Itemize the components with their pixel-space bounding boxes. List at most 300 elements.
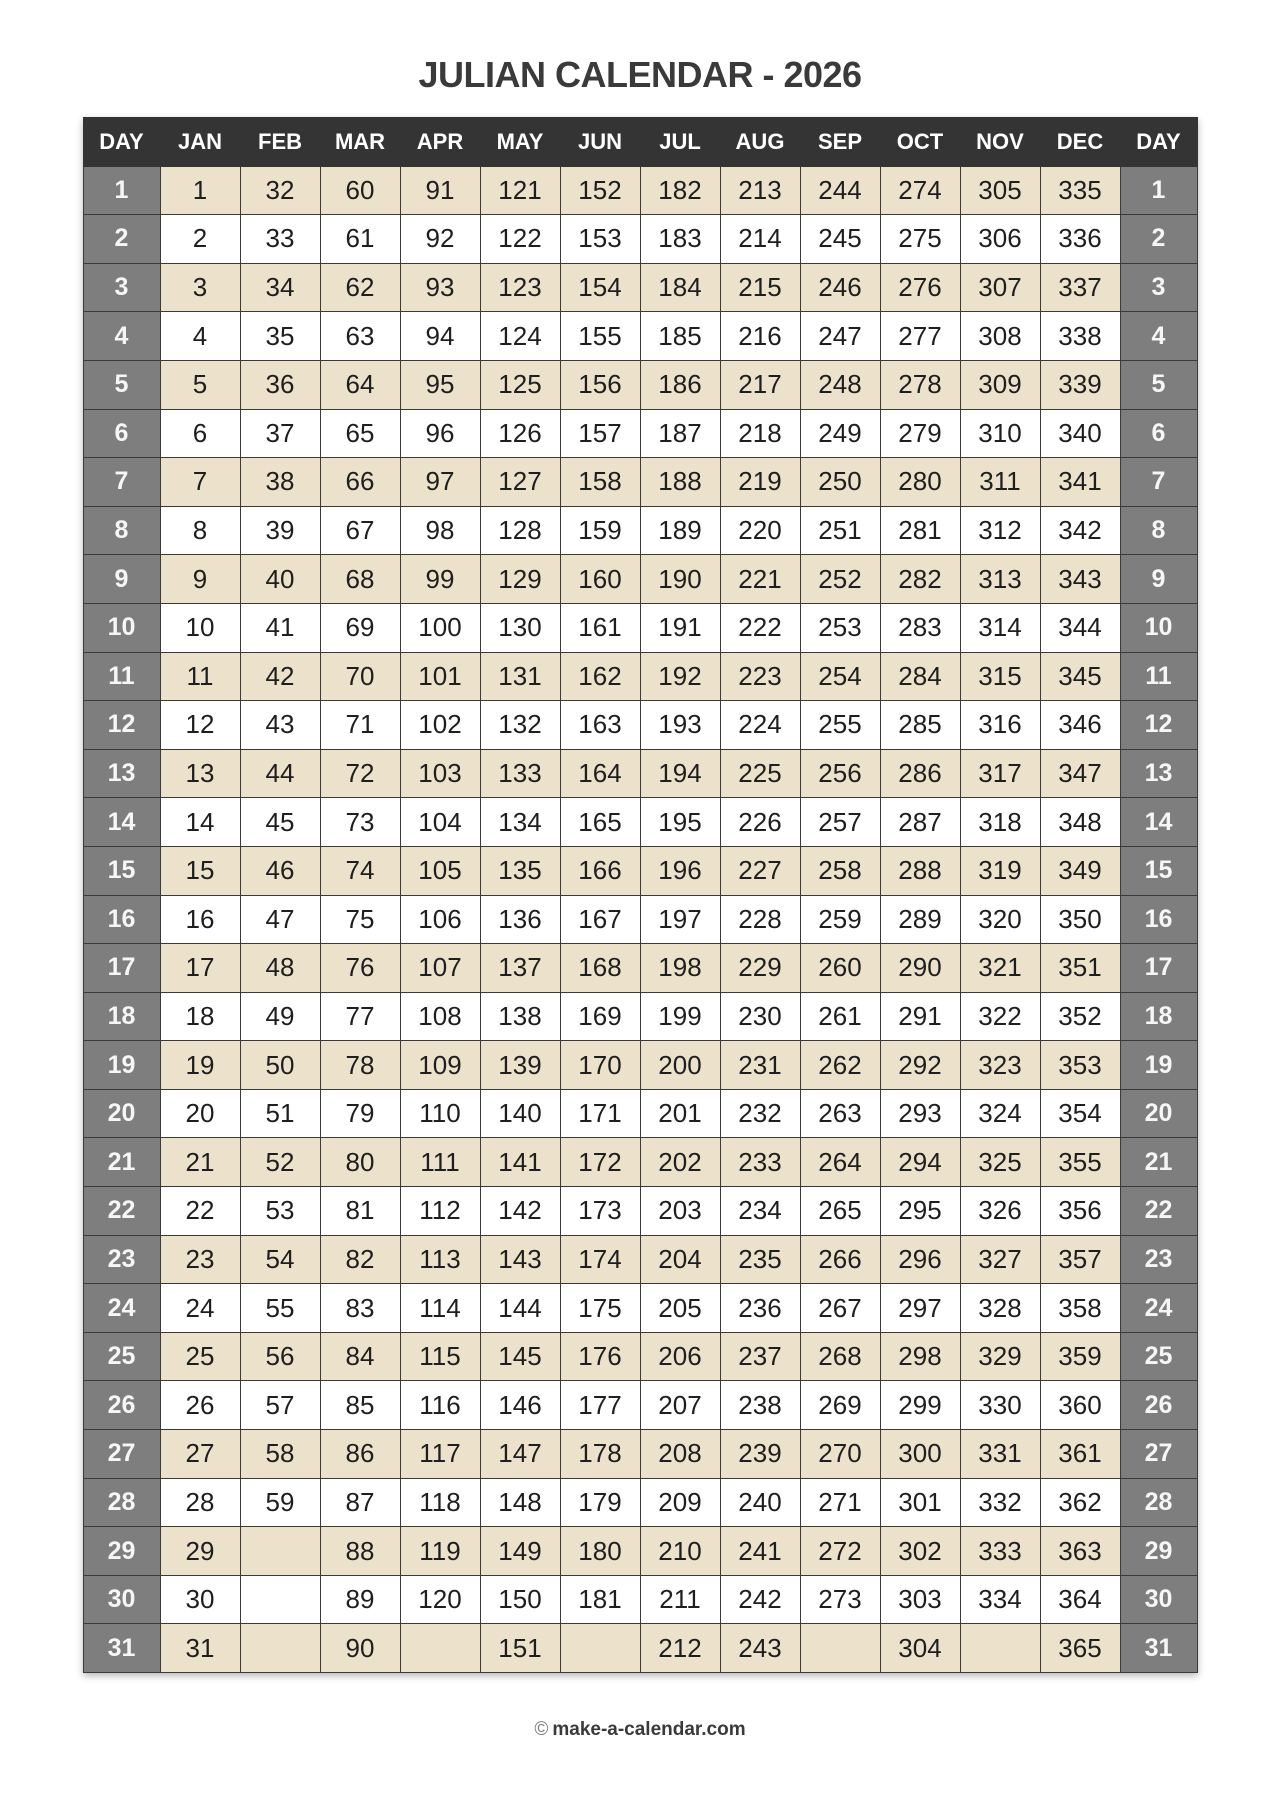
julian-day-cell-jun-30: 181 [560, 1575, 640, 1624]
julian-day-cell-dec-18: 352 [1040, 992, 1120, 1041]
julian-day-cell-jun-28: 179 [560, 1478, 640, 1527]
julian-day-cell-nov-2: 306 [960, 215, 1040, 264]
julian-day-cell-aug-10: 222 [720, 603, 800, 652]
julian-day-cell-dec-20: 354 [1040, 1089, 1120, 1138]
julian-day-cell-aug-20: 232 [720, 1089, 800, 1138]
julian-day-cell-mar-8: 67 [320, 506, 400, 555]
julian-day-cell-nov-3: 307 [960, 263, 1040, 312]
julian-day-cell-jan-18: 18 [160, 992, 240, 1041]
day-number-cell-left: 25 [83, 1332, 160, 1381]
julian-day-cell-jun-13: 164 [560, 749, 640, 798]
julian-day-cell-may-2: 122 [480, 215, 560, 264]
julian-day-cell-may-31: 151 [480, 1624, 560, 1673]
julian-day-cell-aug-13: 225 [720, 749, 800, 798]
julian-day-cell-may-9: 129 [480, 555, 560, 604]
julian-day-cell-jan-5: 5 [160, 360, 240, 409]
julian-day-cell-sep-7: 250 [800, 458, 880, 507]
julian-day-cell-feb-26: 57 [240, 1381, 320, 1430]
julian-day-cell-jun-19: 170 [560, 1041, 640, 1090]
julian-day-cell-jul-8: 189 [640, 506, 720, 555]
julian-day-cell-aug-16: 228 [720, 895, 800, 944]
julian-day-cell-jul-22: 203 [640, 1187, 720, 1236]
julian-day-cell-apr-24: 114 [400, 1284, 480, 1333]
julian-day-cell-jan-17: 17 [160, 944, 240, 993]
julian-day-cell-aug-4: 216 [720, 312, 800, 361]
table-row-day-4 [83, 312, 1197, 361]
day-number-cell-right: 3 [1120, 263, 1197, 312]
julian-day-cell-oct-30: 303 [880, 1575, 960, 1624]
day-number-cell-left: 8 [83, 506, 160, 555]
julian-day-cell-jan-30: 30 [160, 1575, 240, 1624]
julian-day-cell-jul-9: 190 [640, 555, 720, 604]
julian-day-cell-feb-31 [240, 1624, 320, 1673]
julian-day-cell-mar-17: 76 [320, 944, 400, 993]
julian-day-cell-mar-14: 73 [320, 798, 400, 847]
julian-day-cell-apr-28: 118 [400, 1478, 480, 1527]
julian-day-cell-oct-7: 280 [880, 458, 960, 507]
julian-day-cell-dec-2: 336 [1040, 215, 1120, 264]
julian-day-cell-apr-29: 119 [400, 1527, 480, 1576]
day-number-cell-left: 22 [83, 1187, 160, 1236]
julian-day-cell-jun-2: 153 [560, 215, 640, 264]
julian-day-cell-mar-24: 83 [320, 1284, 400, 1333]
table-row-day-21 [83, 1138, 1197, 1187]
table-row-day-14 [83, 798, 1197, 847]
day-number-cell-right: 6 [1120, 409, 1197, 458]
julian-day-cell-may-20: 140 [480, 1089, 560, 1138]
julian-day-cell-may-11: 131 [480, 652, 560, 701]
julian-day-cell-aug-31: 243 [720, 1624, 800, 1673]
julian-day-cell-jun-6: 157 [560, 409, 640, 458]
julian-day-cell-jul-11: 192 [640, 652, 720, 701]
julian-day-cell-apr-17: 107 [400, 944, 480, 993]
julian-day-cell-jan-8: 8 [160, 506, 240, 555]
julian-day-cell-oct-6: 279 [880, 409, 960, 458]
julian-day-cell-oct-26: 299 [880, 1381, 960, 1430]
julian-day-cell-sep-1: 244 [800, 166, 880, 215]
julian-day-cell-jun-1: 152 [560, 166, 640, 215]
julian-day-cell-jan-22: 22 [160, 1187, 240, 1236]
julian-day-cell-nov-6: 310 [960, 409, 1040, 458]
julian-day-cell-nov-27: 331 [960, 1430, 1040, 1479]
day-number-cell-right: 20 [1120, 1089, 1197, 1138]
julian-day-cell-nov-8: 312 [960, 506, 1040, 555]
julian-day-cell-jan-21: 21 [160, 1138, 240, 1187]
julian-day-cell-feb-19: 50 [240, 1041, 320, 1090]
julian-day-cell-may-24: 144 [480, 1284, 560, 1333]
julian-day-cell-nov-30: 334 [960, 1575, 1040, 1624]
julian-day-cell-oct-27: 300 [880, 1430, 960, 1479]
julian-day-cell-apr-12: 102 [400, 701, 480, 750]
julian-day-cell-may-1: 121 [480, 166, 560, 215]
julian-day-cell-jun-15: 166 [560, 846, 640, 895]
julian-day-cell-jul-23: 204 [640, 1235, 720, 1284]
julian-day-cell-aug-15: 227 [720, 846, 800, 895]
julian-day-cell-apr-6: 96 [400, 409, 480, 458]
julian-day-cell-nov-17: 321 [960, 944, 1040, 993]
julian-day-cell-apr-4: 94 [400, 312, 480, 361]
julian-day-cell-dec-6: 340 [1040, 409, 1120, 458]
julian-day-cell-may-5: 125 [480, 360, 560, 409]
day-number-cell-left: 29 [83, 1527, 160, 1576]
month-header-cell-feb: FEB [240, 118, 320, 167]
julian-day-cell-apr-18: 108 [400, 992, 480, 1041]
julian-day-cell-apr-19: 109 [400, 1041, 480, 1090]
julian-day-cell-may-28: 148 [480, 1478, 560, 1527]
julian-day-cell-aug-2: 214 [720, 215, 800, 264]
julian-day-cell-jul-12: 193 [640, 701, 720, 750]
month-header-cell-aug: AUG [720, 118, 800, 167]
julian-day-cell-sep-19: 262 [800, 1041, 880, 1090]
julian-day-cell-nov-9: 313 [960, 555, 1040, 604]
julian-day-cell-sep-29: 272 [800, 1527, 880, 1576]
julian-day-cell-feb-3: 34 [240, 263, 320, 312]
julian-day-cell-may-8: 128 [480, 506, 560, 555]
julian-day-cell-jul-25: 206 [640, 1332, 720, 1381]
julian-day-cell-may-14: 134 [480, 798, 560, 847]
day-number-cell-right: 15 [1120, 846, 1197, 895]
julian-day-cell-aug-14: 226 [720, 798, 800, 847]
julian-day-cell-mar-15: 74 [320, 846, 400, 895]
table-row-day-17 [83, 944, 1197, 993]
julian-day-cell-sep-23: 266 [800, 1235, 880, 1284]
julian-day-cell-aug-26: 238 [720, 1381, 800, 1430]
julian-day-cell-sep-10: 253 [800, 603, 880, 652]
julian-day-cell-oct-4: 277 [880, 312, 960, 361]
julian-day-cell-apr-15: 105 [400, 846, 480, 895]
julian-day-cell-mar-1: 60 [320, 166, 400, 215]
julian-day-cell-jan-9: 9 [160, 555, 240, 604]
julian-day-cell-apr-31 [400, 1624, 480, 1673]
day-number-cell-right: 28 [1120, 1478, 1197, 1527]
julian-day-cell-feb-11: 42 [240, 652, 320, 701]
day-number-cell-left: 20 [83, 1089, 160, 1138]
julian-day-cell-dec-22: 356 [1040, 1187, 1120, 1236]
julian-day-cell-may-12: 132 [480, 701, 560, 750]
julian-day-cell-jul-17: 198 [640, 944, 720, 993]
julian-day-cell-jul-28: 209 [640, 1478, 720, 1527]
julian-day-cell-nov-23: 327 [960, 1235, 1040, 1284]
day-number-cell-left: 24 [83, 1284, 160, 1333]
julian-day-cell-jun-25: 176 [560, 1332, 640, 1381]
julian-day-cell-aug-23: 235 [720, 1235, 800, 1284]
julian-day-cell-nov-4: 308 [960, 312, 1040, 361]
julian-day-cell-feb-7: 38 [240, 458, 320, 507]
table-row-day-18 [83, 992, 1197, 1041]
julian-day-cell-may-29: 149 [480, 1527, 560, 1576]
julian-day-cell-mar-12: 71 [320, 701, 400, 750]
day-header-cell-left: DAY [83, 118, 160, 167]
table-row-day-24 [83, 1284, 1197, 1333]
julian-day-cell-may-6: 126 [480, 409, 560, 458]
day-number-cell-left: 14 [83, 798, 160, 847]
julian-day-cell-oct-29: 302 [880, 1527, 960, 1576]
julian-day-cell-dec-30: 364 [1040, 1575, 1120, 1624]
julian-day-cell-sep-21: 264 [800, 1138, 880, 1187]
julian-day-cell-jul-27: 208 [640, 1430, 720, 1479]
julian-day-cell-dec-16: 350 [1040, 895, 1120, 944]
julian-day-cell-aug-22: 234 [720, 1187, 800, 1236]
julian-day-cell-may-7: 127 [480, 458, 560, 507]
day-number-cell-left: 5 [83, 360, 160, 409]
table-row-day-16 [83, 895, 1197, 944]
julian-day-cell-jul-16: 197 [640, 895, 720, 944]
day-number-cell-right: 7 [1120, 458, 1197, 507]
julian-day-cell-sep-5: 248 [800, 360, 880, 409]
julian-day-cell-oct-10: 283 [880, 603, 960, 652]
julian-day-cell-nov-25: 329 [960, 1332, 1040, 1381]
julian-day-cell-jun-17: 168 [560, 944, 640, 993]
day-number-cell-right: 13 [1120, 749, 1197, 798]
julian-day-cell-mar-20: 79 [320, 1089, 400, 1138]
julian-day-cell-jun-23: 174 [560, 1235, 640, 1284]
day-number-cell-left: 17 [83, 944, 160, 993]
julian-day-cell-may-19: 139 [480, 1041, 560, 1090]
day-number-cell-right: 1 [1120, 166, 1197, 215]
julian-day-cell-oct-25: 298 [880, 1332, 960, 1381]
table-row-day-19 [83, 1041, 1197, 1090]
table-row-day-9 [83, 555, 1197, 604]
julian-day-cell-nov-1: 305 [960, 166, 1040, 215]
julian-day-cell-aug-18: 230 [720, 992, 800, 1041]
julian-day-cell-dec-12: 346 [1040, 701, 1120, 750]
julian-day-cell-dec-7: 341 [1040, 458, 1120, 507]
julian-day-cell-aug-11: 223 [720, 652, 800, 701]
julian-day-cell-jan-1: 1 [160, 166, 240, 215]
day-number-cell-left: 11 [83, 652, 160, 701]
julian-day-cell-dec-4: 338 [1040, 312, 1120, 361]
julian-day-cell-aug-8: 220 [720, 506, 800, 555]
julian-day-cell-jul-20: 201 [640, 1089, 720, 1138]
julian-day-cell-sep-16: 259 [800, 895, 880, 944]
julian-day-cell-apr-2: 92 [400, 215, 480, 264]
day-number-cell-right: 21 [1120, 1138, 1197, 1187]
julian-day-cell-sep-9: 252 [800, 555, 880, 604]
table-row-day-25 [83, 1332, 1197, 1381]
julian-day-cell-feb-28: 59 [240, 1478, 320, 1527]
julian-day-cell-mar-21: 80 [320, 1138, 400, 1187]
julian-day-cell-jun-3: 154 [560, 263, 640, 312]
month-header-cell-nov: NOV [960, 118, 1040, 167]
julian-day-cell-sep-13: 256 [800, 749, 880, 798]
julian-day-cell-mar-31: 90 [320, 1624, 400, 1673]
julian-day-cell-jun-21: 172 [560, 1138, 640, 1187]
table-row-day-3 [83, 263, 1197, 312]
julian-day-cell-jul-13: 194 [640, 749, 720, 798]
julian-day-cell-mar-10: 69 [320, 603, 400, 652]
table-row-day-8 [83, 506, 1197, 555]
julian-day-cell-may-30: 150 [480, 1575, 560, 1624]
table-row-day-30 [83, 1575, 1197, 1624]
julian-day-cell-apr-13: 103 [400, 749, 480, 798]
julian-day-cell-jul-24: 205 [640, 1284, 720, 1333]
julian-day-cell-aug-29: 241 [720, 1527, 800, 1576]
day-number-cell-right: 10 [1120, 603, 1197, 652]
julian-day-cell-oct-1: 274 [880, 166, 960, 215]
julian-day-cell-jul-3: 184 [640, 263, 720, 312]
julian-day-cell-jan-23: 23 [160, 1235, 240, 1284]
julian-day-cell-mar-13: 72 [320, 749, 400, 798]
julian-day-cell-jul-15: 196 [640, 846, 720, 895]
julian-day-cell-apr-20: 110 [400, 1089, 480, 1138]
julian-day-cell-mar-6: 65 [320, 409, 400, 458]
month-header-cell-jul: JUL [640, 118, 720, 167]
julian-day-cell-apr-9: 99 [400, 555, 480, 604]
julian-day-cell-feb-22: 53 [240, 1187, 320, 1236]
julian-day-cell-apr-11: 101 [400, 652, 480, 701]
table-row-day-23 [83, 1235, 1197, 1284]
julian-day-cell-oct-3: 276 [880, 263, 960, 312]
table-row-day-20 [83, 1089, 1197, 1138]
julian-day-cell-jan-28: 28 [160, 1478, 240, 1527]
julian-day-cell-mar-22: 81 [320, 1187, 400, 1236]
copyright-icon: © [534, 1719, 549, 1740]
day-number-cell-right: 5 [1120, 360, 1197, 409]
day-number-cell-left: 15 [83, 846, 160, 895]
julian-day-cell-oct-15: 288 [880, 846, 960, 895]
julian-day-cell-feb-20: 51 [240, 1089, 320, 1138]
julian-day-cell-may-16: 136 [480, 895, 560, 944]
julian-day-cell-jan-12: 12 [160, 701, 240, 750]
julian-day-cell-sep-27: 270 [800, 1430, 880, 1479]
julian-day-cell-jan-16: 16 [160, 895, 240, 944]
julian-day-cell-may-21: 141 [480, 1138, 560, 1187]
julian-day-cell-jun-11: 162 [560, 652, 640, 701]
julian-day-cell-sep-31 [800, 1624, 880, 1673]
julian-day-cell-jun-7: 158 [560, 458, 640, 507]
day-number-cell-right: 12 [1120, 701, 1197, 750]
julian-day-cell-jan-6: 6 [160, 409, 240, 458]
day-number-cell-left: 21 [83, 1138, 160, 1187]
julian-day-cell-mar-26: 85 [320, 1381, 400, 1430]
month-header-cell-jun: JUN [560, 118, 640, 167]
julian-day-cell-apr-27: 117 [400, 1430, 480, 1479]
page-title: JULIAN CALENDAR - 2026 [418, 54, 862, 95]
julian-day-cell-oct-19: 292 [880, 1041, 960, 1090]
julian-day-cell-feb-4: 35 [240, 312, 320, 361]
table-row-day-5 [83, 360, 1197, 409]
julian-day-cell-dec-25: 359 [1040, 1332, 1120, 1381]
julian-day-cell-jun-8: 159 [560, 506, 640, 555]
julian-day-cell-apr-21: 111 [400, 1138, 480, 1187]
julian-day-cell-oct-22: 295 [880, 1187, 960, 1236]
julian-day-cell-nov-12: 316 [960, 701, 1040, 750]
julian-day-cell-apr-5: 95 [400, 360, 480, 409]
julian-day-cell-mar-7: 66 [320, 458, 400, 507]
julian-day-cell-oct-28: 301 [880, 1478, 960, 1527]
julian-day-cell-feb-2: 33 [240, 215, 320, 264]
table-row-day-11 [83, 652, 1197, 701]
julian-day-cell-aug-3: 215 [720, 263, 800, 312]
julian-day-cell-jul-30: 211 [640, 1575, 720, 1624]
julian-day-cell-feb-15: 46 [240, 846, 320, 895]
day-number-cell-right: 29 [1120, 1527, 1197, 1576]
julian-day-cell-may-18: 138 [480, 992, 560, 1041]
julian-day-cell-jul-10: 191 [640, 603, 720, 652]
table-row-day-26 [83, 1381, 1197, 1430]
julian-day-cell-oct-24: 297 [880, 1284, 960, 1333]
table-row-day-15 [83, 846, 1197, 895]
julian-day-cell-oct-12: 285 [880, 701, 960, 750]
julian-day-cell-sep-2: 245 [800, 215, 880, 264]
julian-day-cell-jul-1: 182 [640, 166, 720, 215]
julian-day-cell-mar-16: 75 [320, 895, 400, 944]
julian-day-cell-jan-31: 31 [160, 1624, 240, 1673]
julian-day-cell-sep-12: 255 [800, 701, 880, 750]
julian-day-cell-jan-25: 25 [160, 1332, 240, 1381]
julian-day-cell-mar-23: 82 [320, 1235, 400, 1284]
julian-day-cell-aug-6: 218 [720, 409, 800, 458]
julian-day-cell-jun-4: 155 [560, 312, 640, 361]
julian-day-cell-apr-3: 93 [400, 263, 480, 312]
julian-day-cell-feb-5: 36 [240, 360, 320, 409]
julian-day-cell-jan-3: 3 [160, 263, 240, 312]
julian-day-cell-dec-13: 347 [1040, 749, 1120, 798]
julian-day-cell-aug-24: 236 [720, 1284, 800, 1333]
day-number-cell-right: 8 [1120, 506, 1197, 555]
julian-day-cell-jan-24: 24 [160, 1284, 240, 1333]
julian-day-cell-feb-16: 47 [240, 895, 320, 944]
julian-day-cell-dec-8: 342 [1040, 506, 1120, 555]
footer-site-text: make-a-calendar.com [552, 1719, 746, 1740]
julian-day-cell-sep-20: 263 [800, 1089, 880, 1138]
julian-day-cell-may-10: 130 [480, 603, 560, 652]
julian-day-cell-jun-22: 173 [560, 1187, 640, 1236]
julian-day-cell-may-26: 146 [480, 1381, 560, 1430]
julian-day-cell-sep-22: 265 [800, 1187, 880, 1236]
julian-day-cell-may-13: 133 [480, 749, 560, 798]
julian-day-cell-jul-5: 186 [640, 360, 720, 409]
julian-day-cell-aug-9: 221 [720, 555, 800, 604]
day-number-cell-left: 6 [83, 409, 160, 458]
julian-day-cell-may-25: 145 [480, 1332, 560, 1381]
julian-day-cell-jun-16: 167 [560, 895, 640, 944]
julian-day-cell-nov-11: 315 [960, 652, 1040, 701]
julian-day-cell-sep-6: 249 [800, 409, 880, 458]
julian-day-cell-mar-27: 86 [320, 1430, 400, 1479]
julian-day-cell-apr-10: 100 [400, 603, 480, 652]
julian-day-cell-aug-30: 242 [720, 1575, 800, 1624]
day-number-cell-left: 9 [83, 555, 160, 604]
julian-day-cell-feb-9: 40 [240, 555, 320, 604]
julian-day-cell-mar-25: 84 [320, 1332, 400, 1381]
month-header-cell-dec: DEC [1040, 118, 1120, 167]
day-number-cell-left: 28 [83, 1478, 160, 1527]
julian-day-cell-mar-18: 77 [320, 992, 400, 1041]
julian-day-cell-aug-19: 231 [720, 1041, 800, 1090]
julian-day-cell-may-22: 142 [480, 1187, 560, 1236]
table-row-day-22 [83, 1187, 1197, 1236]
julian-day-cell-jan-26: 26 [160, 1381, 240, 1430]
julian-day-cell-jul-26: 207 [640, 1381, 720, 1430]
julian-day-cell-nov-21: 325 [960, 1138, 1040, 1187]
table-row-day-12 [83, 701, 1197, 750]
julian-day-cell-jul-18: 199 [640, 992, 720, 1041]
julian-day-cell-apr-23: 113 [400, 1235, 480, 1284]
julian-day-cell-feb-24: 55 [240, 1284, 320, 1333]
julian-day-cell-mar-11: 70 [320, 652, 400, 701]
julian-day-cell-jan-7: 7 [160, 458, 240, 507]
julian-day-cell-sep-14: 257 [800, 798, 880, 847]
julian-day-cell-apr-30: 120 [400, 1575, 480, 1624]
julian-day-cell-aug-5: 217 [720, 360, 800, 409]
julian-day-cell-nov-16: 320 [960, 895, 1040, 944]
day-number-cell-left: 31 [83, 1624, 160, 1673]
julian-day-cell-jun-14: 165 [560, 798, 640, 847]
julian-day-cell-dec-1: 335 [1040, 166, 1120, 215]
julian-day-cell-nov-5: 309 [960, 360, 1040, 409]
julian-day-cell-feb-12: 43 [240, 701, 320, 750]
